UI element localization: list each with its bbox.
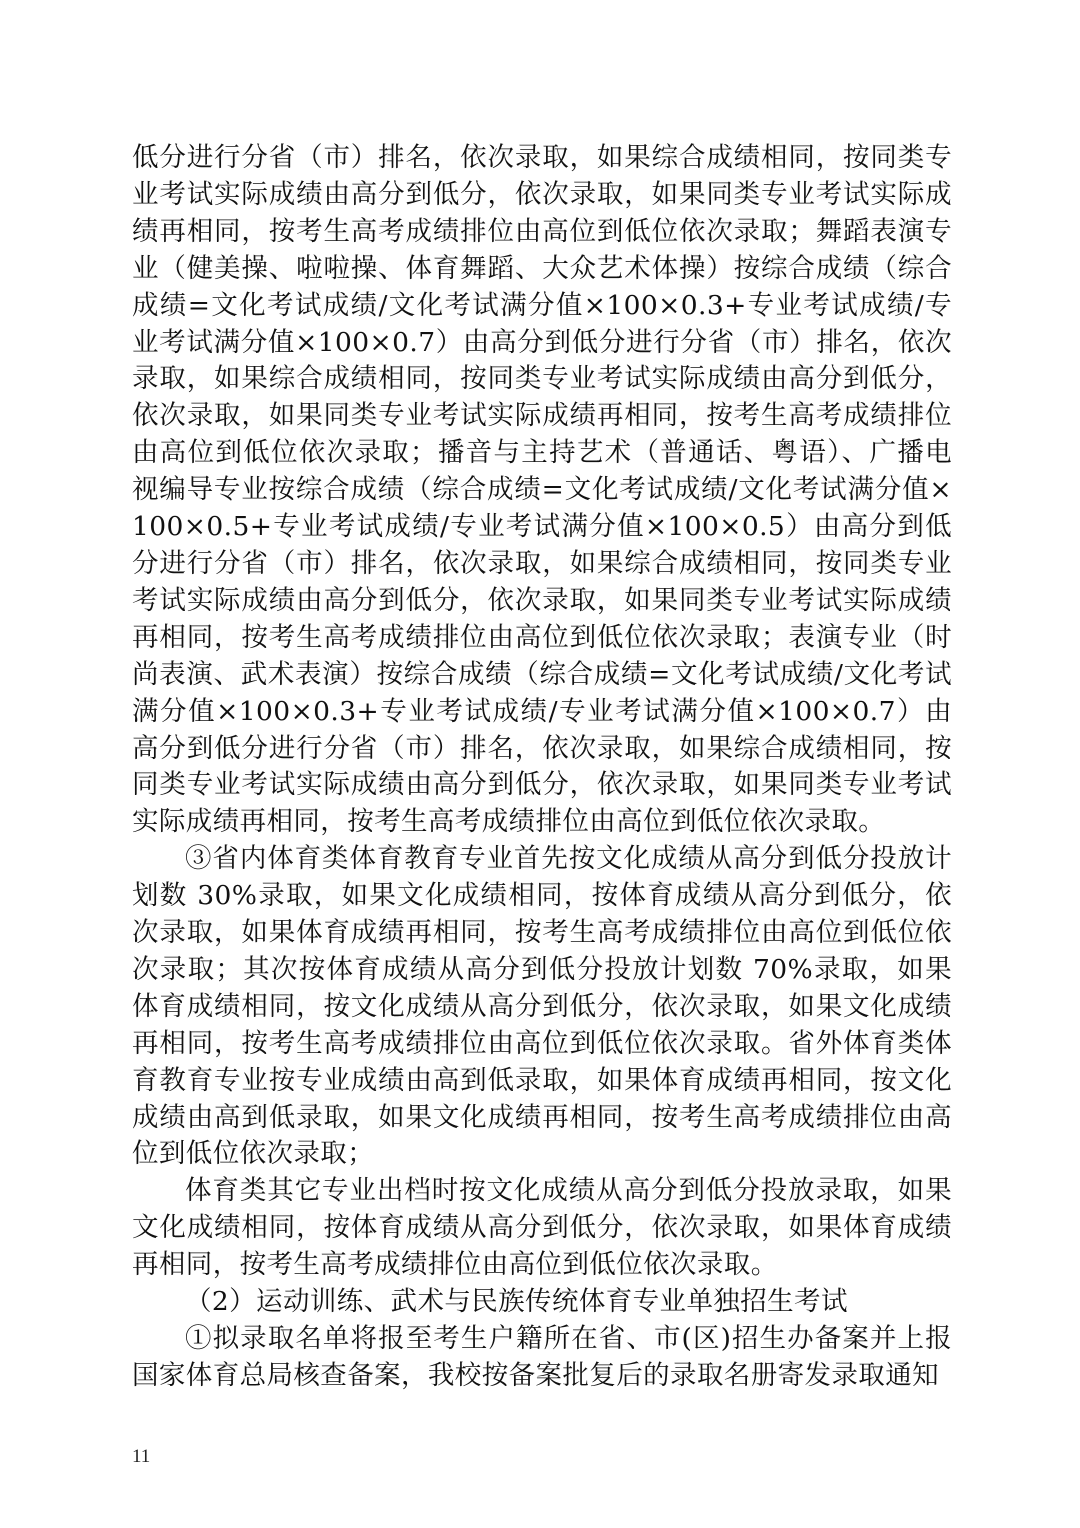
body-text <box>132 140 952 1395</box>
page-number: 11 <box>132 1446 151 1467</box>
paragraph-sports-education-rules: ③省内体育类体育教育专业首先按文化成绩从高分到低分投放计划数 30%录取，如果文化成绩相同，按体育成绩从高分到低分，依次录取，如果体育成绩再相同，按考生高考成绩排位由高位到低位依次录取；其次按体育成绩从高分到低分投放计划数 70%录取，如果体育成绩相同，按文化成绩从高分到低分，依次录取，如果文化成绩再相同，按考生高考成绩排位由高位到低位依次录取。省外体育类体育教育专业按专业成绩由高到低录取，如果体育成绩再相同，按文化成绩由高到低录取，如果文化成绩再相同，按考生高考成绩排位由高位到低位依次录取； <box>132 843 952 1170</box>
paragraph-admission-scoring-continued: 低分进行分省（市）排名，依次录取，如果综合成绩相同，按同类专业考试实际成绩由高分到低分，依次录取，如果同类专业考试实际成绩再相同，按考生高考成绩排位由高位到低位依次录取；舞蹈表演专业（健美操、啦啦操、体育舞蹈、大众艺术体操）按综合成绩（综合成绩=文化考试成绩/文化考试满分值×100×0.3+专业考试成绩/专业考试满分值×100×0.7）由高分到低分进行分省（市）排名，依次录取，如果综合成绩相同，按同类专业考试实际成绩由高分到低分，依次录取，如果同类专业考试实际成绩再相同，按考生高考成绩排位由高位到低位依次录取；播音与主持艺术（普通话、粤语）、广播电视编导专业按综合成绩（综合成绩=文化考试成绩/文化考试满分值×100×0.5+专业考试成绩/专业考试满分值×100×0.5）由高分到低分进行分省（市）排名，依次录取，如果综合成绩相同，按同类专业考试实际成绩由高分到低分，依次录取，如果同类专业考试实际成绩再相同，按考生高考成绩排位由高位到低位依次录取；表演专业（时尚表演、武术表演）按综合成绩（综合成绩=文化考试成绩/文化考试满分值×100×0.3+专业考试成绩/专业考试满分值×100×0.7）由高分到低分进行分省（市）排名，依次录取，如果综合成绩相同，按同类专业考试实际成绩由高分到低分，依次录取，如果同类专业考试实际成绩再相同，按考生高考成绩排位由高位到低位依次录取。 <box>132 142 952 838</box>
paragraph-registration-filing: ①拟录取名单将报至考生户籍所在省、市(区)招生办备案并上报国家体育总局核查备案，我校按备案批复后的录取名册寄发录取通知 <box>132 1323 952 1391</box>
paragraph-other-sports-majors: 体育类其它专业出档时按文化成绩从高分到低分投放录取，如果文化成绩相同，按体育成绩从高分到低分，依次录取，如果体育成绩再相同，按考生高考成绩排位由高位到低位依次录取。 <box>132 1175 952 1281</box>
section-heading-single-enrollment: （2）运动训练、武术与民族传统体育专业单独招生考试 <box>185 1286 848 1318</box>
